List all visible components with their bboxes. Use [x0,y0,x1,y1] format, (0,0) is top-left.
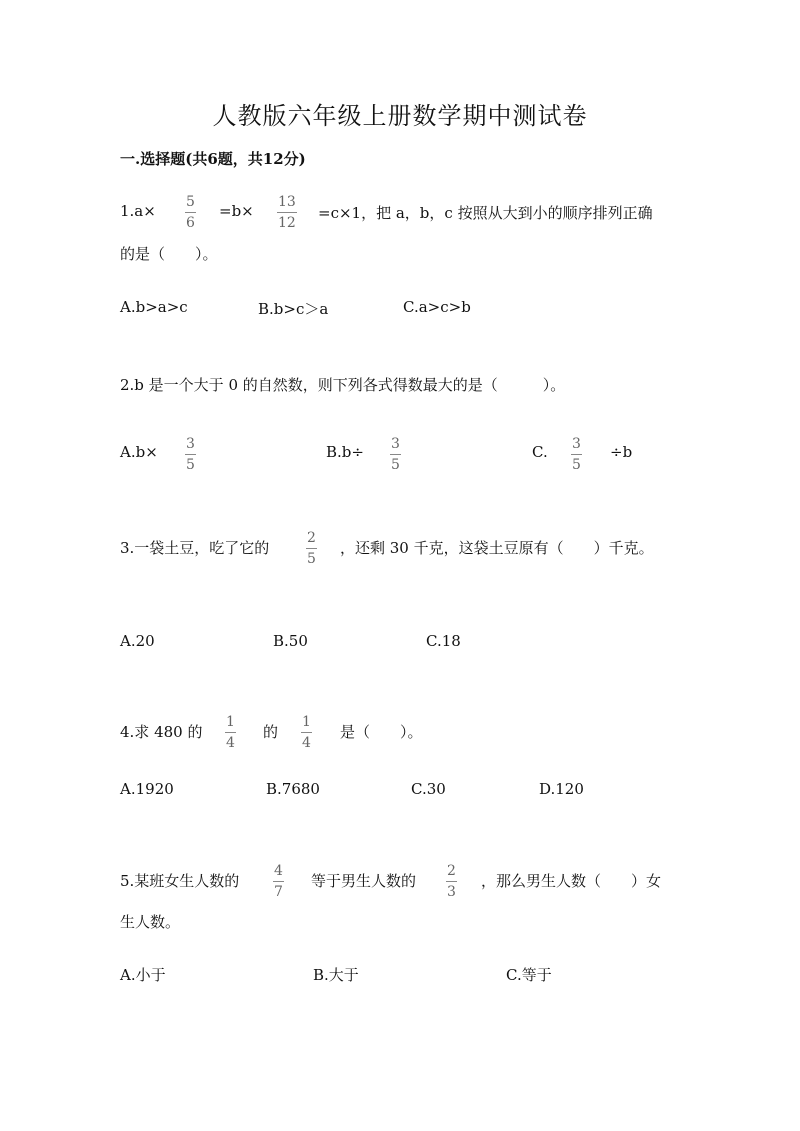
denominator: 5 [307,551,316,567]
fraction-bar [277,212,297,213]
q4-fraction-2 [301,714,312,751]
numerator: 1 [302,714,311,730]
numerator: 5 [186,194,195,210]
numerator: 4 [274,863,283,879]
q1-option-b[interactable]: B.b>c＞a [258,300,329,318]
denominator: 3 [447,884,456,900]
q4-fraction-1 [225,714,236,751]
fraction-bar [306,548,317,549]
numerator: 3 [186,436,195,452]
q1-option-a[interactable]: A.b>a>c [120,298,188,316]
q1-fraction-1 [185,194,196,231]
q2-option-b[interactable]: B.b÷ [326,443,364,461]
q5-text-part-3: ，那么男生人数（ ）女 [481,872,662,890]
section-heading: 一.选择题(共6题，共12分) [120,150,306,168]
q5-option-c[interactable]: C.等于 [506,966,552,984]
q4-option-c[interactable]: C.30 [411,780,446,798]
denominator: 4 [226,735,235,751]
q5-fraction-1 [273,863,284,900]
q2-option-a[interactable]: A.b× [120,443,158,461]
fraction-bar [390,454,401,455]
q5-text-part-2: 等于男生人数的 [311,872,417,890]
fraction-bar [301,732,312,733]
q5-text-part-4: 生人数。 [120,913,181,931]
q4-option-d[interactable]: D.120 [539,780,584,798]
q3-option-b[interactable]: B.50 [273,632,308,650]
q3-option-c[interactable]: C.18 [426,632,461,650]
q5-option-a[interactable]: A.小于 [120,966,166,984]
fraction-bar [571,454,582,455]
q1-option-c[interactable]: C.a>c>b [403,298,471,316]
q2-text: 2.b 是一个大于 0 的自然数，则下列各式得数最大的是（ ）。 [120,376,566,394]
q2-option-a-fraction [185,436,196,473]
q4-option-a[interactable]: A.1920 [120,780,174,798]
denominator: 7 [274,884,283,900]
q1-text-part-1: 1.a× [120,202,156,220]
denominator: 4 [302,735,311,751]
q3-option-a[interactable]: A.20 [120,632,155,650]
q1-fraction-2 [277,194,297,231]
fraction-bar [446,881,457,882]
numerator: 3 [572,436,581,452]
q5-fraction-2 [446,863,457,900]
q5-option-b[interactable]: B.大于 [313,966,359,984]
numerator: 1 [226,714,235,730]
q3-text-part-1: 3.一袋土豆，吃了它的 [120,539,270,557]
q2-option-c[interactable]: C. [532,443,548,461]
q5-text-part-1: 5.某班女生人数的 [120,872,240,890]
q2-option-c-fraction [571,436,582,473]
numerator: 2 [307,530,316,546]
denominator: 12 [278,215,296,231]
q4-text-part-1: 4.求 480 的 [120,723,203,741]
q1-text-part-2: =b× [219,202,254,220]
fraction-bar [185,454,196,455]
q2-option-b-fraction [390,436,401,473]
denominator: 5 [572,457,581,473]
denominator: 6 [186,215,195,231]
q2-option-c-suffix: ÷b [610,443,633,461]
q3-text-part-2: ，还剩 30 千克，这袋土豆原有（ ）千克。 [340,539,654,557]
page-title: 人教版六年级上册数学期中测试卷 [212,102,588,130]
q4-option-b[interactable]: B.7680 [266,780,320,798]
q3-fraction [306,530,317,567]
numerator: 13 [278,194,296,210]
q4-text-part-2: 的 [263,723,279,741]
numerator: 3 [391,436,400,452]
fraction-bar [225,732,236,733]
q1-text-part-3: =c×1，把 a，b，c 按照从大到小的顺序排列正确 [318,204,653,222]
q1-text-part-4: 的是（ ）。 [120,245,218,263]
denominator: 5 [186,457,195,473]
fraction-bar [273,881,284,882]
denominator: 5 [391,457,400,473]
numerator: 2 [447,863,456,879]
fraction-bar [185,212,196,213]
q4-text-part-3: 是（ ）。 [340,723,423,741]
